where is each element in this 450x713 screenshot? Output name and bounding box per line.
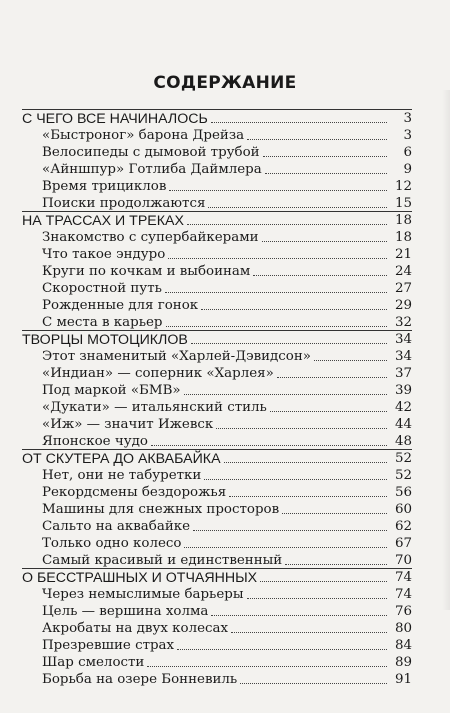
page-number: 3 (403, 111, 412, 126)
page-number: 91 (394, 672, 412, 687)
dot-leader (201, 309, 387, 310)
section-title: «Иж» — значит Ижевск (42, 417, 214, 432)
dot-leader (265, 173, 387, 174)
page-number: 9 (403, 162, 412, 177)
page-number: 48 (394, 434, 412, 449)
page-number: 24 (394, 264, 412, 279)
section-title: «Дукати» — итальянский стиль (42, 400, 267, 415)
page-number: 52 (394, 451, 412, 466)
section-title: «Айншпур» Готлиба Даймлера (42, 162, 262, 177)
dot-leader (184, 394, 387, 395)
dot-leader (224, 462, 387, 463)
chapter-title: ОТ СКУТЕРА ДО АКВАБАЙКА (22, 451, 221, 467)
chapter-title: ТВОРЦЫ МОТОЦИКЛОВ (22, 332, 188, 348)
dot-leader (262, 241, 387, 242)
section-title: «Индиан» — соперник «Харлея» (42, 366, 274, 381)
page-number: 74 (394, 587, 412, 602)
page-number: 84 (394, 638, 412, 653)
section-title: Рекордсмены бездорожья (42, 485, 227, 500)
dot-leader (168, 258, 387, 259)
section-title: «Быстроног» барона Дрейза (42, 128, 245, 143)
dot-leader (260, 581, 387, 582)
section-title: Машины для снежных просторов (42, 502, 280, 517)
dot-leader (211, 615, 387, 616)
page-number: 34 (394, 332, 412, 347)
section-title: Рожденные для гонок (42, 298, 199, 313)
section-title: Цель — вершина холма (42, 604, 209, 619)
section-title: Знакомство с супербайкерами (42, 230, 259, 245)
dot-leader (270, 411, 387, 412)
section-title: Поиски продолжаются (42, 196, 206, 211)
dot-leader (191, 343, 387, 344)
dot-leader (187, 224, 387, 225)
section-title: Борьба на озере Бонневиль (42, 672, 238, 687)
dot-leader (231, 632, 387, 633)
chapter-title: О БЕССТРАШНЫХ И ОТЧАЯННЫХ (22, 570, 258, 586)
dot-leader (177, 649, 387, 650)
section-title: Под маркой «БМВ» (42, 383, 181, 398)
section-title: Только одно колесо (42, 536, 182, 551)
section-title: Нет, они не табуретки (42, 468, 202, 483)
section-title: Акробаты на двух колесах (42, 621, 229, 636)
section-title: Презревшие страх (42, 638, 175, 653)
dot-leader (263, 156, 387, 157)
page-edge-shadow (442, 90, 450, 610)
section-title: Скоростной путь (42, 281, 162, 296)
dot-leader (208, 207, 387, 208)
page-number: 76 (394, 604, 412, 619)
page-number: 56 (394, 485, 412, 500)
page-number: 18 (394, 230, 412, 245)
section-title: Этот знаменитый «Харлей-Дэвидсон» (42, 349, 311, 364)
chapter-title: С ЧЕГО ВСЕ НАЧИНАЛОСЬ (22, 111, 208, 127)
page-number: 44 (394, 417, 412, 432)
chapter-title: НА ТРАССАХ И ТРЕКАХ (22, 213, 184, 229)
section-title: Японское чудо (42, 434, 148, 449)
page-number: 32 (394, 315, 412, 330)
page-number: 18 (394, 213, 412, 228)
dot-leader (247, 139, 387, 140)
dot-leader (166, 326, 388, 327)
dot-leader (314, 360, 387, 361)
section-title: Через немыслимые барьеры (42, 587, 244, 602)
page-number: 27 (394, 281, 412, 296)
section-title: Время трициклов (42, 179, 167, 194)
section-title: Шар смелости (42, 655, 145, 670)
page-number: 3 (403, 128, 412, 143)
page-number: 62 (394, 519, 412, 534)
page-number: 89 (394, 655, 412, 670)
page-number: 60 (394, 502, 412, 517)
page-number: 6 (403, 145, 412, 160)
dot-leader (240, 683, 387, 684)
dot-leader (193, 530, 387, 531)
page-number: 39 (394, 383, 412, 398)
dot-leader (247, 598, 387, 599)
dot-leader (253, 275, 387, 276)
section-title: С места в карьер (42, 315, 163, 330)
section-title: Круги по кочкам и выбоинам (42, 264, 251, 279)
page-number: 29 (394, 298, 412, 313)
page-number: 21 (394, 247, 412, 262)
dot-leader (184, 547, 387, 548)
dot-leader (277, 377, 387, 378)
toc-section-row (42, 669, 412, 689)
page-title: СОДЕРЖАНИЕ (153, 73, 297, 93)
page-number: 12 (394, 179, 412, 194)
page-number: 67 (394, 536, 412, 551)
dot-leader (169, 190, 387, 191)
page-number: 80 (394, 621, 412, 636)
page-number: 74 (394, 570, 412, 585)
dot-leader (147, 666, 387, 667)
section-title: Сальто на аквабайке (42, 519, 191, 534)
page-number: 15 (394, 196, 412, 211)
dot-leader (204, 479, 387, 480)
dot-leader (165, 292, 387, 293)
dot-leader (229, 496, 387, 497)
dot-leader (211, 122, 387, 123)
section-title: Велосипеды с дымовой трубой (42, 145, 260, 160)
section-title: Самый красивый и единственный (42, 553, 283, 568)
dot-leader (216, 428, 387, 429)
page-number: 42 (394, 400, 412, 415)
section-title: Что такое эндуро (42, 247, 166, 262)
dot-leader (282, 513, 387, 514)
page-number: 37 (394, 366, 412, 381)
dot-leader (151, 445, 387, 446)
page-number: 34 (394, 349, 412, 364)
page-number: 70 (394, 553, 412, 568)
page-number: 52 (394, 468, 412, 483)
dot-leader (285, 564, 387, 565)
